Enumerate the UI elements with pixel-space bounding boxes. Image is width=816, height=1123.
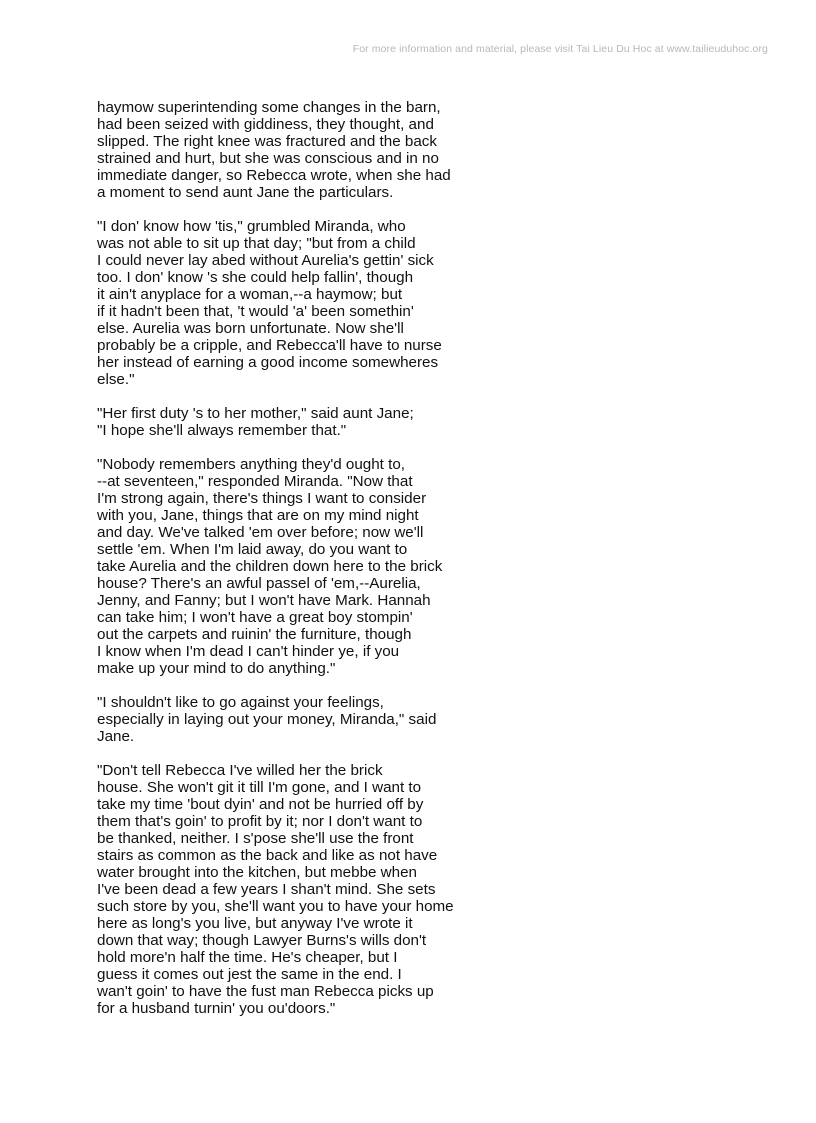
text-line: immediate danger, so Rebecca wrote, when she had bbox=[97, 167, 451, 184]
text-line: "I shouldn't like to go against your feelings, bbox=[97, 694, 384, 711]
text-line: I've been dead a few years I shan't mind. She sets bbox=[97, 881, 436, 898]
paragraph bbox=[97, 218, 477, 388]
text-line: probably be a cripple, and Rebecca'll have to nurse bbox=[97, 337, 442, 354]
text-line: slipped. The right knee was fractured and the back bbox=[97, 133, 437, 150]
text-line: "I hope she'll always remember that." bbox=[97, 422, 347, 439]
text-line: down that way; though Lawyer Burns's wills don't bbox=[97, 932, 427, 949]
text-line: haymow superintending some changes in the barn, bbox=[97, 99, 441, 116]
text-line: was not able to sit up that day; "but from a child bbox=[97, 235, 416, 252]
text-line: house. She won't git it till I'm gone, and I want to bbox=[97, 779, 422, 796]
text-line: stairs as common as the back and like as not have bbox=[97, 847, 438, 864]
paragraph bbox=[97, 99, 477, 201]
text-line: hold more'n half the time. He's cheaper, but I bbox=[97, 949, 398, 966]
text-line: here as long's you live, but anyway I've wrote it bbox=[97, 915, 413, 932]
text-line: I could never lay abed without Aurelia's gettin' sick bbox=[97, 252, 434, 269]
text-line: "Don't tell Rebecca I've willed her the brick bbox=[97, 762, 383, 779]
text-line: take my time 'bout dyin' and not be hurried off by bbox=[97, 796, 424, 813]
text-line: I know when I'm dead I can't hinder ye, if you bbox=[97, 643, 400, 660]
text-line: strained and hurt, but she was conscious and in no bbox=[97, 150, 439, 167]
text-line: "Her first duty 's to her mother," said aunt Jane; bbox=[97, 405, 414, 422]
text-line: take Aurelia and the children down here to the brick bbox=[97, 558, 443, 575]
text-line: "I don' know how 'tis," grumbled Miranda, who bbox=[97, 218, 406, 235]
text-line: a moment to send aunt Jane the particulars. bbox=[97, 184, 394, 201]
text-line: and day. We've talked 'em over before; now we'll bbox=[97, 524, 424, 541]
text-line: --at seventeen," responded Miranda. "Now that bbox=[97, 473, 413, 490]
text-line: house? There's an awful passel of 'em,--Aurelia, bbox=[97, 575, 421, 592]
text-line: "Nobody remembers anything they'd ought to, bbox=[97, 456, 405, 473]
text-line: be thanked, neither. I s'pose she'll use the front bbox=[97, 830, 414, 847]
text-line: out the carpets and ruinin' the furniture, though bbox=[97, 626, 412, 643]
text-line: had been seized with giddiness, they thought, and bbox=[97, 116, 434, 133]
paragraph bbox=[97, 694, 477, 745]
text-line: wan't goin' to have the fust man Rebecca picks up bbox=[97, 983, 434, 1000]
text-line: make up your mind to do anything." bbox=[97, 660, 336, 677]
text-line: if it hadn't been that, 't would 'a' been somethin' bbox=[97, 303, 414, 320]
text-line: Jane. bbox=[97, 728, 135, 745]
text-line: it ain't anyplace for a woman,--a haymow; but bbox=[97, 286, 403, 303]
header-note: For more information and material, please visit Tai Lieu Du Hoc at www.tailieuduhoc.org bbox=[352, 43, 768, 55]
document-body bbox=[97, 99, 477, 1034]
text-line: water brought into the kitchen, but mebbe when bbox=[97, 864, 417, 881]
text-line: too. I don' know 's she could help fallin', though bbox=[97, 269, 414, 286]
text-line: guess it comes out jest the same in the end. I bbox=[97, 966, 402, 983]
text-line: her instead of earning a good income somewheres bbox=[97, 354, 439, 371]
paragraph bbox=[97, 405, 477, 439]
text-line: with you, Jane, things that are on my mind night bbox=[97, 507, 419, 524]
paragraph bbox=[97, 762, 477, 1017]
paragraph bbox=[97, 456, 477, 677]
text-line: settle 'em. When I'm laid away, do you want to bbox=[97, 541, 408, 558]
text-line: I'm strong again, there's things I want to consider bbox=[97, 490, 427, 507]
text-line: else. Aurelia was born unfortunate. Now she'll bbox=[97, 320, 404, 337]
text-line: especially in laying out your money, Miranda," said bbox=[97, 711, 437, 728]
text-line: them that's goin' to profit by it; nor I don't want to bbox=[97, 813, 423, 830]
text-line: can take him; I won't have a great boy stompin' bbox=[97, 609, 413, 626]
text-line: else." bbox=[97, 371, 135, 388]
text-line: such store by you, she'll want you to have your home bbox=[97, 898, 454, 915]
text-line: for a husband turnin' you ou'doors." bbox=[97, 1000, 336, 1017]
text-line: Jenny, and Fanny; but I won't have Mark. Hannah bbox=[97, 592, 431, 609]
